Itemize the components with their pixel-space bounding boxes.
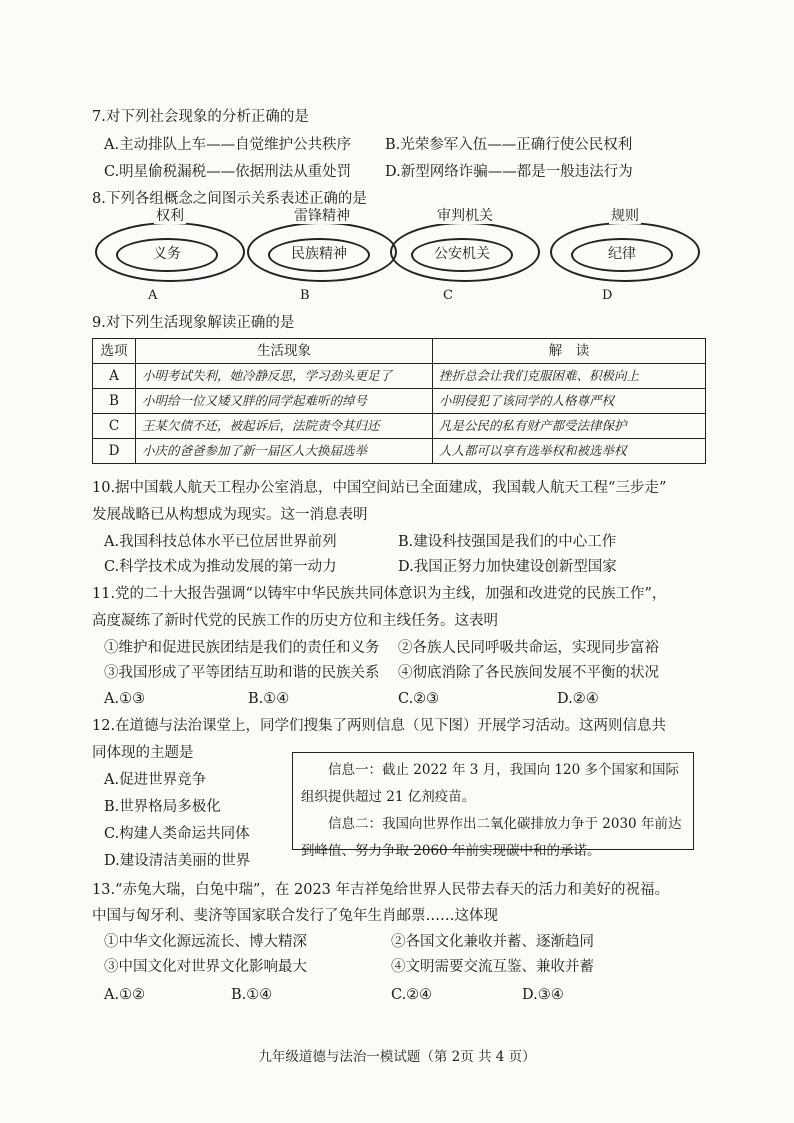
q13-option-c: C.②④ (391, 987, 433, 1003)
header-option: 选项 (93, 339, 136, 364)
diagram-c-letter: C (443, 288, 453, 303)
diagram-c (390, 208, 540, 282)
diagram-a-letter: A (148, 288, 158, 303)
q13-option-b: B.①④ (231, 987, 273, 1003)
diagram-b-letter: B (300, 288, 310, 303)
row-key: B (93, 389, 136, 414)
row-phenomenon: 小明考试失利，她冷静反思，学习劲头更足了 (136, 364, 433, 389)
info-1: 信息一：截止 2022 年 3 月，我国向 120 多个国家和国际组织提供超过 21 亿剂疫苗。 (301, 762, 679, 805)
q13-option-d: D.③④ (522, 987, 564, 1003)
q11-option-d: D.②④ (557, 691, 599, 707)
row-interpretation: 小明侵犯了该同学的人格尊严权 (433, 389, 706, 414)
q13-option-a: A.①② (104, 987, 146, 1003)
diagram-b-outer-label: 雷锋精神 (294, 208, 350, 224)
diagram-d (550, 208, 700, 282)
q11-option-c: C.②③ (398, 691, 440, 707)
q11-option-a: A.①③ (104, 691, 146, 707)
row-interpretation: 人人都可以享有选举权和被选举权 (433, 439, 706, 464)
q7-option-b: B.光荣参军入伍——正确行使公民权利 (385, 137, 633, 153)
row-key: C (93, 414, 136, 439)
table-row (93, 414, 706, 439)
row-interpretation: 凡是公民的私有财产都受法律保护 (433, 414, 706, 439)
table-row (93, 389, 706, 414)
q12-option-b: B.世界格局多极化 (104, 799, 221, 815)
table-row (93, 364, 706, 389)
table-row (93, 439, 706, 464)
q10-option-a: A.我国科技总体水平已位居世界前列 (104, 534, 337, 550)
q11-option-b: B.①④ (248, 691, 290, 707)
q11-line-1: 11.党的二十大报告强调“以铸牢中华民族共同体意识为主线，加强和改进党的民族工作”， (92, 586, 667, 602)
q13-line-2: 中国与匈牙利、斐济等国家联合发行了兔年生肖邮票……这体现 (92, 908, 498, 924)
q13-statement-1: ①中华文化源远流长、博大精深 (104, 934, 307, 950)
header-interpretation: 解 读 (433, 339, 706, 364)
diagram-d-letter: D (602, 288, 613, 303)
q11-statement-3: ③我国形成了平等团结互助和谐的民族关系 (104, 665, 380, 681)
q13-statement-4: ④文明需要交流互鉴、兼收并蓄 (391, 959, 594, 975)
q7-option-a: A.主动排队上车——自觉维护公共秩序 (104, 137, 352, 153)
q9-table (92, 338, 706, 464)
q7-option-c: C.明星偷税漏税——依据刑法从重处罚 (104, 164, 352, 180)
diagram-d-inner-label: 纪律 (571, 238, 673, 272)
diagram-b (247, 208, 397, 282)
row-key: D (93, 439, 136, 464)
q7-option-d: D.新型网络诈骗——都是一般违法行为 (385, 164, 633, 180)
info-box (292, 752, 694, 859)
row-interpretation: 挫折总会让我们克服困难、积极向上 (433, 364, 706, 389)
q13-statement-2: ②各国文化兼收并蓄、逐渐趋同 (391, 934, 594, 950)
row-phenomenon: 小庆的爸爸参加了新一届区人大换届选举 (136, 439, 433, 464)
q10-line-2: 发展战略已从构想成为现实。这一消息表明 (92, 507, 368, 523)
page-footer: 九年级道德与法治一模试题（第 2页 共 4 页） (258, 1049, 536, 1065)
q11-statement-1: ①维护和促进民族团结是我们的责任和义务 (104, 640, 380, 656)
q10-option-b: B.建设科技强国是我们的中心工作 (398, 534, 617, 550)
table-header-row (93, 339, 706, 364)
q8-stem: 8.下列各组概念之间图示关系表述正确的是 (92, 191, 367, 207)
diagram-c-inner-label: 公安机关 (411, 238, 513, 272)
q12-option-c: C.构建人类命运共同体 (104, 826, 250, 842)
diagram-a-outer-label: 权利 (156, 208, 184, 224)
q10-option-c: C.科学技术成为推动发展的第一动力 (104, 559, 337, 575)
header-phenomenon: 生活现象 (136, 339, 433, 364)
q7-stem: 7.对下列社会现象的分析正确的是 (92, 109, 309, 125)
diagram-a-inner-label: 义务 (116, 238, 218, 272)
q12-option-d: D.建设清洁美丽的世界 (104, 853, 251, 869)
q13-statement-3: ③中国文化对世界文化影响最大 (104, 959, 307, 975)
q9-stem: 9.对下列生活现象解读正确的是 (92, 315, 295, 331)
q11-line-2: 高度凝练了新时代党的民族工作的历史方位和主线任务。这表明 (92, 613, 498, 629)
q10-line-1: 10.据中国载人航天工程办公室消息，中国空间站已全面建成，我国载人航天工程“三步走” (92, 480, 667, 496)
q10-option-d: D.我国正努力加快建设创新型国家 (398, 559, 617, 575)
row-phenomenon: 小明给一位又矮又胖的同学起难听的绰号 (136, 389, 433, 414)
diagram-a (95, 208, 245, 282)
diagram-d-outer-label: 规则 (611, 208, 639, 224)
q11-statement-4: ④彻底消除了各民族间发展不平衡的状况 (398, 665, 659, 681)
info-2: 信息二：我国向世界作出二氧化碳排放力争于 2030 年前达到峰值、努力争取 2060 年前实现碳中和的承诺。 (301, 816, 682, 859)
q13-line-1: 13.“赤兔大瑞，白兔中瑞”，在 2023 年吉祥兔给世界人民带去春天的活力和美好的祝福。 (92, 882, 670, 898)
q12-line-2: 同体现的主题是 (92, 745, 194, 761)
q12-line-1: 12.在道德与法治课堂上，同学们搜集了两则信息（见下图）开展学习活动。这两则信息共 (92, 718, 667, 734)
q11-statement-2: ②各族人民同呼吸共命运，实现同步富裕 (398, 640, 659, 656)
diagram-b-inner-label: 民族精神 (268, 238, 370, 272)
q12-option-a: A.促进世界竞争 (104, 772, 207, 788)
row-key: A (93, 364, 136, 389)
row-phenomenon: 王某欠债不还，被起诉后，法院责令其归还 (136, 414, 433, 439)
diagram-c-outer-label: 审判机关 (437, 208, 493, 224)
